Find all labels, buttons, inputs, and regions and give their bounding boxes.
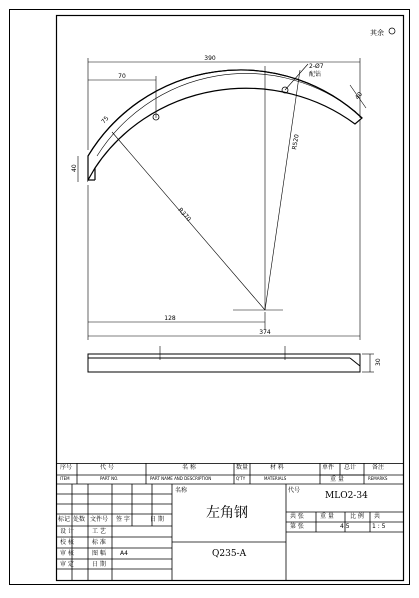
bom-col-name-en: PART NAME AND DESCRIPTION — [150, 476, 212, 481]
dim-thickness: 30 — [375, 358, 382, 366]
tb-sheet-label: 第 张 — [290, 523, 304, 530]
dimension-lines — [78, 58, 366, 340]
dim-overall-width: 390 — [204, 55, 216, 62]
construction-lines — [112, 66, 300, 310]
bom-col-material: 材 料 — [270, 464, 284, 471]
dim-end-width: 40 — [353, 90, 365, 102]
bom-col-total: 总计 — [344, 464, 357, 471]
roughness-icon — [389, 28, 395, 34]
part-front-view — [88, 70, 365, 180]
tb-drawing: 图 幅 — [92, 550, 106, 557]
bom-col-no: 序号 — [60, 464, 73, 471]
tb-review: 审 核 — [60, 550, 74, 557]
tb-weight-label: 重 量 — [320, 513, 334, 520]
dim-radius-inner: R370 — [176, 206, 193, 223]
tb-standard: 标 准 — [92, 539, 106, 546]
tb-sign: 签 字 — [116, 516, 130, 523]
bom-col-code: 代 号 — [100, 464, 114, 471]
dim-hole-spec2: 配钻 — [309, 71, 322, 78]
tb-code-label: 代号 — [288, 487, 301, 494]
dim-left-end: 40 — [71, 164, 78, 172]
part-side-view — [88, 346, 374, 372]
dim-offset: 70 — [118, 73, 126, 80]
tb-name-label: 名称 — [175, 487, 188, 494]
tb-total-label: 共 张 — [290, 513, 304, 520]
bom-col-no-en: ITEM — [60, 476, 70, 481]
dim-radius-outer: R520 — [291, 133, 301, 151]
bom-col-qty-en: Q'TY — [236, 476, 246, 481]
tb-design: 设 计 — [60, 528, 74, 535]
tb-weight-value: 4.5 — [340, 523, 350, 530]
tb-drawing-value: A4 — [120, 550, 128, 557]
bom-col-material-en: MATERIALS — [264, 476, 287, 481]
tb-date2: 日 期 — [92, 561, 106, 568]
tb-craft: 工 艺 — [92, 528, 106, 535]
tb-mark: 标记 — [58, 516, 71, 523]
dim-base-left: 128 — [164, 315, 176, 322]
bom-col-qty: 数量 — [236, 464, 249, 471]
dim-base-total: 374 — [259, 329, 271, 336]
bom-col-code-en: PART NO. — [100, 476, 119, 481]
tb-approve: 审 定 — [60, 561, 74, 568]
bom-col-weight: 重 量 — [330, 476, 344, 483]
tb-part-name: 左角钢 — [206, 505, 248, 521]
tb-qty: 处数 — [73, 516, 86, 523]
bom-col-single: 单件 — [322, 464, 335, 471]
tb-doc-no: 文件号 — [90, 516, 109, 523]
tb-scale-label: 比 例 — [350, 513, 364, 520]
tb-sheet-count: 共 — [374, 513, 381, 520]
tb-check: 校 核 — [60, 539, 74, 546]
tb-scale-value: 1 : 5 — [372, 523, 386, 530]
tb-code-value: MLO2-34 — [325, 491, 368, 501]
bom-col-remark-en: REMARKS — [368, 476, 388, 481]
tb-material: Q235-A — [212, 549, 247, 559]
bom-col-name: 名 称 — [182, 464, 196, 471]
tb-date: 日 期 — [150, 516, 164, 523]
bom-col-remark: 备注 — [372, 464, 385, 471]
dim-angle: 75 — [100, 114, 111, 126]
corner-note: 其余 — [370, 29, 384, 37]
dim-hole-spec: 2-Ø7 — [309, 63, 324, 70]
